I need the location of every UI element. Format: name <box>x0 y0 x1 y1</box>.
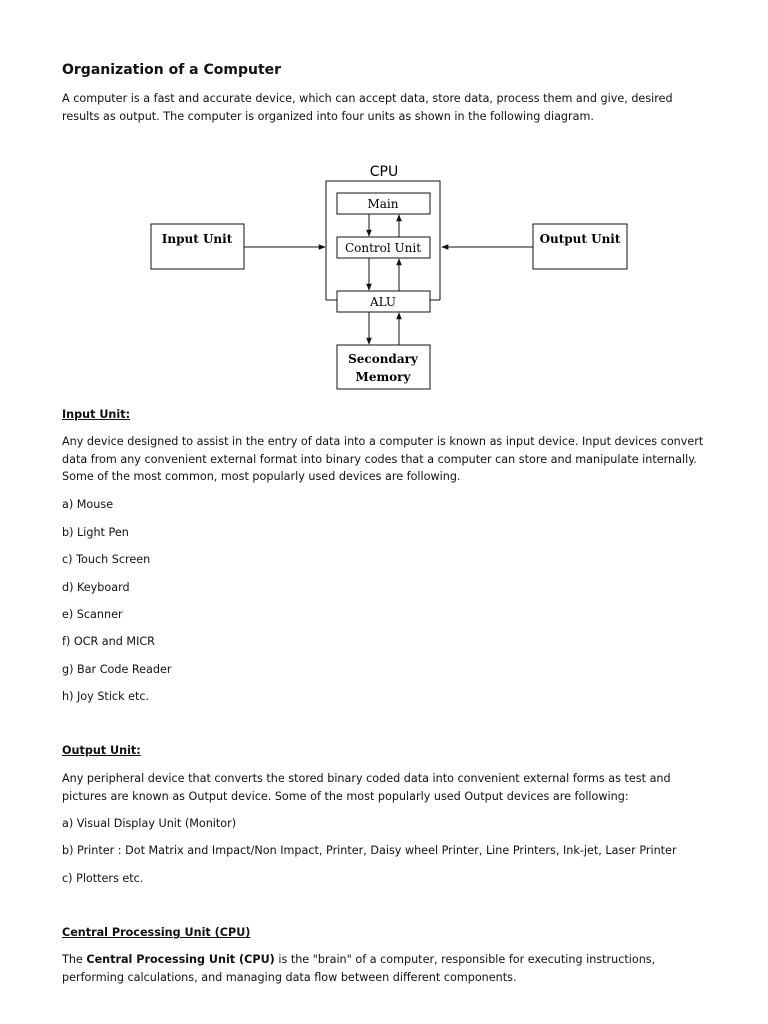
input-unit-heading: Input Unit: <box>62 408 131 421</box>
list-item: a) Mouse <box>62 498 114 511</box>
input-unit-label: Input Unit <box>161 232 233 246</box>
list-item: f) OCR and MICR <box>62 635 155 648</box>
page-title: Organization of a Computer <box>62 62 282 78</box>
secondary-memory-label-line1: Secondary <box>348 352 418 366</box>
cpu-label: CPU <box>369 164 399 180</box>
list-item: c) Touch Screen <box>62 553 151 566</box>
output-unit-paragraph: Any peripheral device that converts the stored binary coded data into convenient external forms as test and pictures are known as Output device. Some of the most popularly used Output devices are following: <box>62 772 671 803</box>
cpu-paragraph-bold: Central Processing Unit (CPU) <box>86 953 275 966</box>
list-item: c) Plotters etc. <box>62 872 144 885</box>
input-unit-paragraph: Any device designed to assist in the entry of data into a computer is known as input device. Input devices convert data from any convenient external format into binary codes that a computer can store and manipulate internally. Some of the most common, most popularly used devices are following. <box>62 435 704 483</box>
list-item: d) Keyboard <box>62 581 130 594</box>
intro-paragraph: A computer is a fast and accurate device, which can accept data, store data, process them and give, desired results as output. The computer is organized into four units as shown in the following diagram. <box>62 92 673 123</box>
cpu-heading: Central Processing Unit (CPU) <box>62 926 251 939</box>
list-item: e) Scanner <box>62 608 123 621</box>
cpu-paragraph <box>62 951 712 986</box>
main-label: Main <box>367 197 399 211</box>
cpu-paragraph-rest: is the "brain" of a computer, responsible for executing instructions, performing calculations, and managing data flow between different components. <box>62 953 656 984</box>
secondary-memory-label-line2: Memory <box>355 370 411 384</box>
computer-organization-diagram <box>0 150 768 395</box>
output-unit-heading: Output Unit: <box>62 744 141 757</box>
output-unit-box <box>533 224 627 269</box>
list-item: b) Printer : Dot Matrix and Impact/Non Impact, Printer, Daisy wheel Printer, Line Printers, Ink-jet, Laser Printer <box>62 844 677 857</box>
output-unit-label: Output Unit <box>539 232 621 246</box>
cpu-paragraph-prefix: The <box>62 953 87 966</box>
list-item: g) Bar Code Reader <box>62 663 172 676</box>
input-unit-box <box>151 224 244 269</box>
alu-label: ALU <box>369 295 397 309</box>
list-item: h) Joy Stick etc. <box>62 690 150 703</box>
list-item: a) Visual Display Unit (Monitor) <box>62 817 237 830</box>
list-item: b) Light Pen <box>62 526 129 539</box>
control-unit-label: Control Unit <box>344 241 422 255</box>
